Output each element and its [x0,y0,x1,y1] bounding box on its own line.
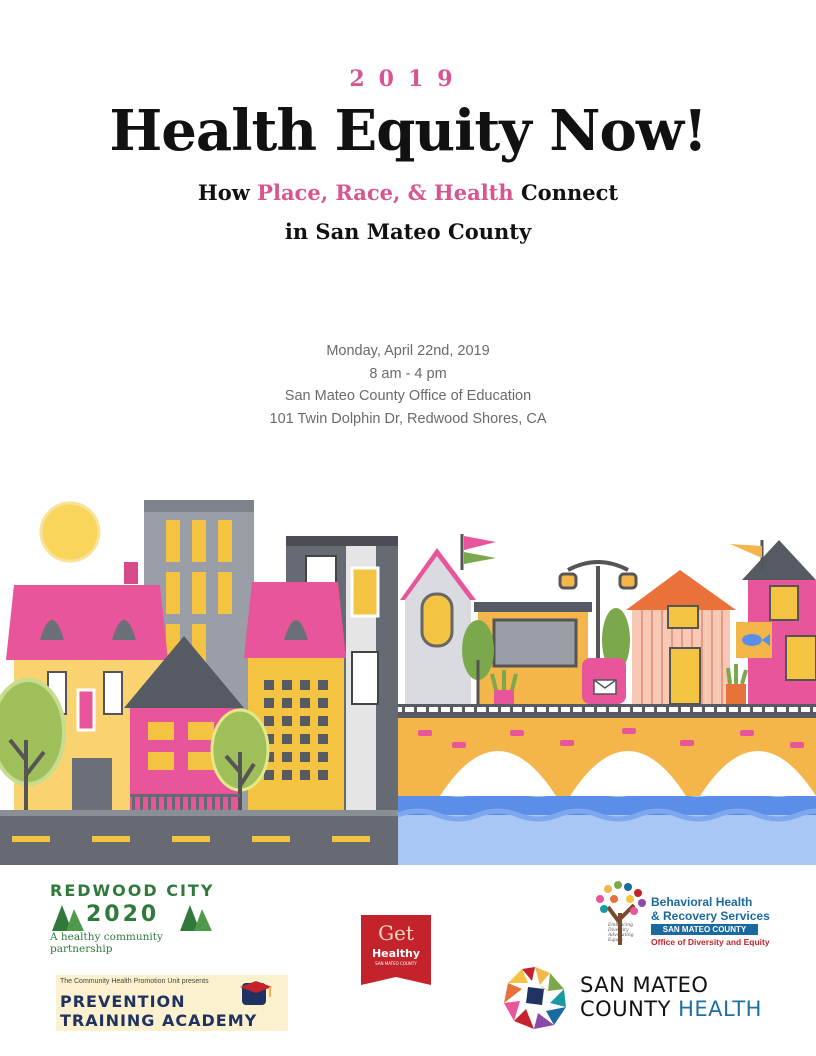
mosaic-circle-icon [500,963,570,1033]
mailbox-icon [582,658,626,704]
get-healthy-county: SAN MATEO COUNTY [375,961,417,966]
bridge [398,712,816,796]
road [0,810,404,865]
get-healthy-get: Get [378,921,414,945]
smc-health-health: HEALTH [678,997,762,1021]
smc-health-line-2 [580,997,762,1021]
bhrs-tagline: Embracing Diversity Advocating Equity [608,923,634,943]
get-healthy-healthy: Healthy [371,947,421,960]
event-address: 101 Twin Dolphin Dr, Redwood Shores, CA [269,410,547,427]
redwood-city-year: 2020 [86,902,160,927]
subtitle-post: Connect [513,180,619,205]
bhrs-county: SAN MATEO COUNTY [651,924,758,935]
pta-line-2: TRAINING ACADEMY [60,1011,258,1030]
smc-health-line-1: SAN MATEO [580,973,709,997]
get-healthy-logo [361,915,431,985]
subtitle-line-2: in San Mateo County [284,219,532,244]
pta-intro: The Community Health Promotion Unit presents [60,978,209,985]
bhrs-logo [588,879,768,949]
subtitle-highlight: Place, Race, & Health [257,180,514,205]
graduation-cap-icon [236,979,276,1009]
event-date: Monday, April 22nd, 2019 [326,343,490,359]
redwood-city-2020-logo [50,881,225,955]
fish-icon [742,634,762,646]
page-title: Health Equity Now! [109,98,707,164]
shop [462,602,592,704]
striped-house [626,570,746,704]
pta-line-1: PREVENTION [60,992,186,1011]
bhrs-office: Office of Diversity and Equity [651,937,770,947]
event-year: 2019 [349,66,467,92]
event-venue: San Mateo County Office of Education [284,388,532,404]
event-details [0,340,816,430]
sponsor-logos [0,865,816,1056]
town-illustration [0,490,816,865]
prevention-training-academy-logo [56,975,288,1031]
event-time: 8 am - 4 pm [369,365,447,382]
subtitle [0,180,816,205]
sun-icon [41,503,99,561]
bhrs-name-line-1: Behavioral Health [651,895,753,909]
san-mateo-county-health-logo [500,963,770,1033]
smc-health-county: COUNTY [580,997,679,1021]
redwood-city-name: REDWOOD CITY [50,881,215,900]
subtitle-pre: How [197,180,258,205]
bhrs-name-line-2: & Recovery Services [651,909,770,923]
tree-icon [180,903,214,933]
redwood-city-tagline: A healthy community partnership [50,931,163,955]
tree-icon [52,903,86,933]
